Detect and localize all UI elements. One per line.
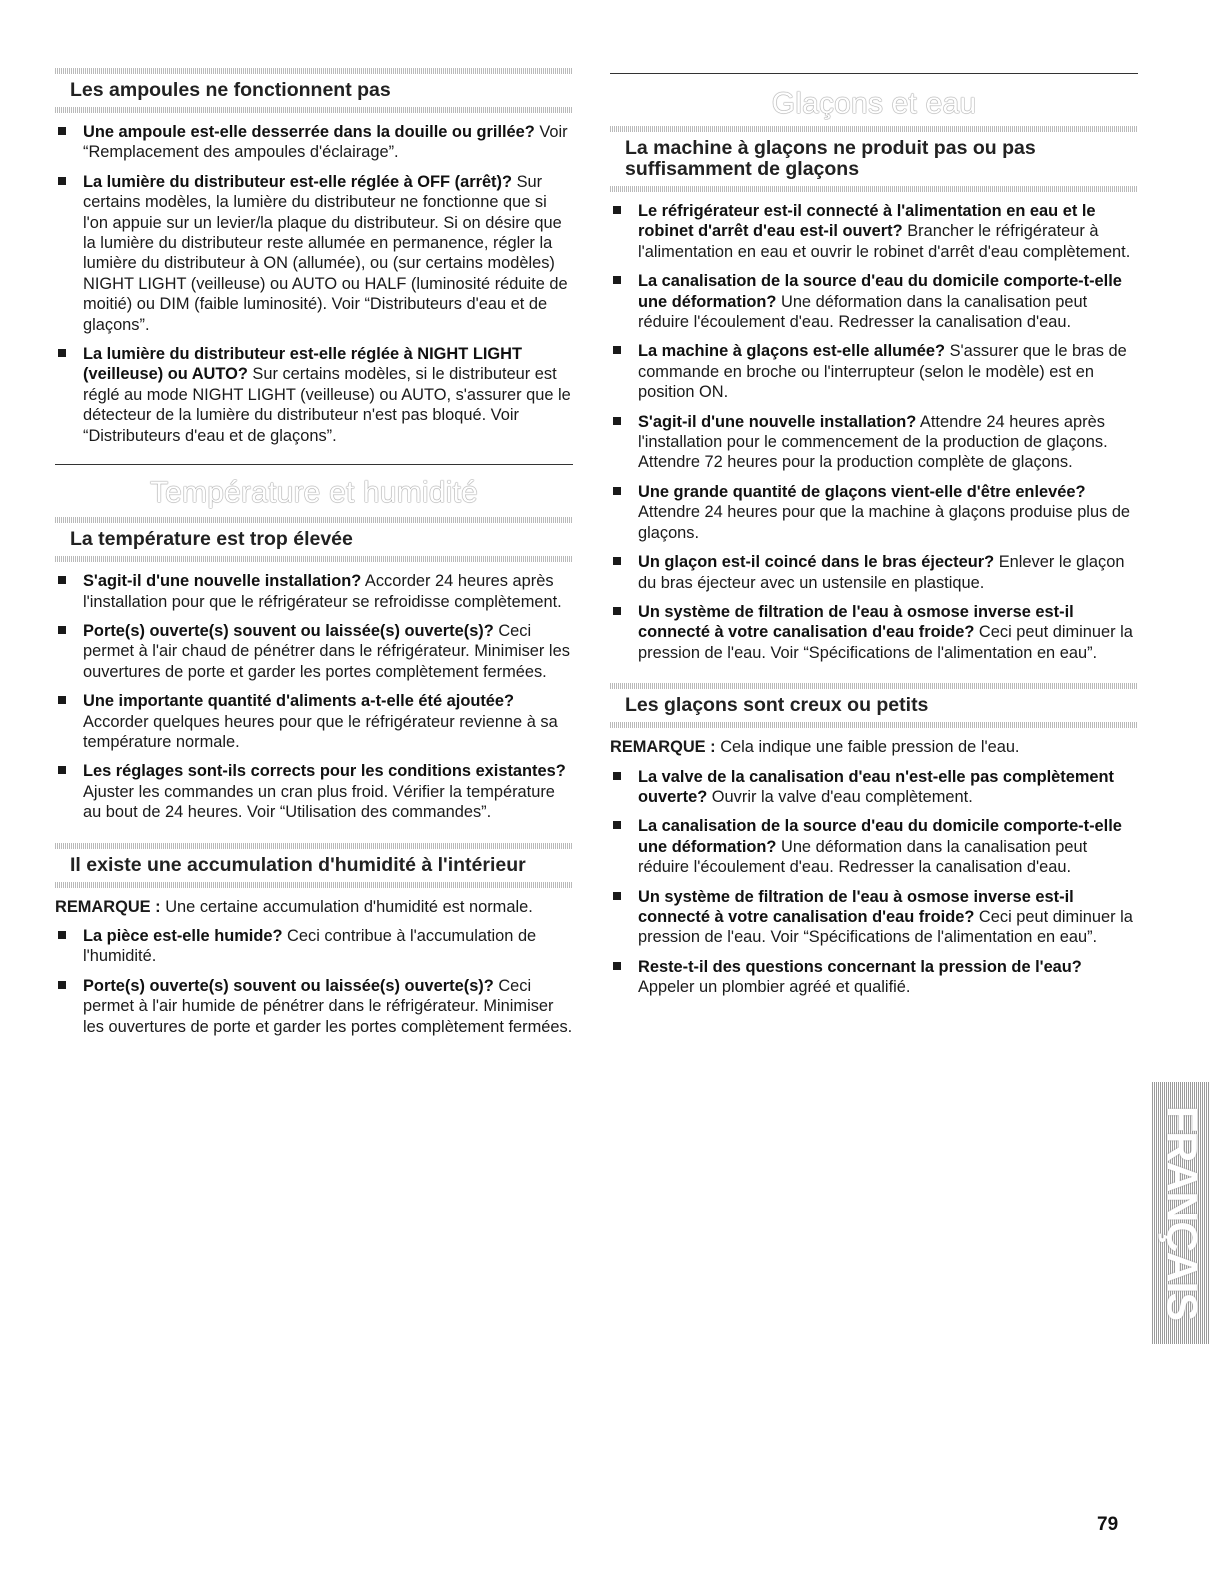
bullet-icon [613,346,621,354]
list-item [55,172,573,335]
left-column [55,68,573,1037]
item-answer: Ceci permet à l'air chaud de pénétrer dans le réfrigérateur. Minimiser les ouvertures de porte et garder les portes complètement fermées. [83,621,570,681]
list-item [610,816,1138,877]
item-answer: Enlever le glaçon du bras éjecteur avec un ustensile en plastique. [638,553,1125,592]
list-item [55,926,573,967]
item-question: S'agit-il d'une nouvelle installation? [638,412,917,431]
note [610,737,1138,757]
list-item [55,122,573,163]
list-item [610,341,1138,402]
note-label: REMARQUE : [55,897,161,916]
item-answer: Accorder quelques heures pour que le réfrigérateur revienne à sa température normale. [83,712,558,751]
item-answer: Attendre 24 heures après l'installation pour le commencement de la production de glaçons. Attendre 72 heures pour la production complète de glaçons. [638,412,1108,472]
page-number: 79 [1097,1514,1119,1535]
list-item [55,976,573,1037]
item-answer: Ceci contribue à l'accumulation de l'humidité. [83,926,537,966]
list-item [610,412,1138,473]
bullet-icon [613,557,621,565]
bullet-icon [613,417,621,425]
temperature-list [55,571,573,822]
language-side-tab [1152,1082,1210,1344]
bullet-icon [58,349,66,357]
item-question: Les réglages sont-ils corrects pour les conditions existantes? [83,762,566,781]
item-answer: Appeler un plombier agréé et qualifié. [638,978,911,997]
item-question: La machine à glaçons est-elle allumée? [638,342,945,361]
subheading-icemaker: La machine à glaçons ne produit pas ou pas suffisamment de glaçons [625,137,1036,180]
item-answer: Ceci permet à l'air humide de pénétrer dans le réfrigérateur. Minimiser les ouvertures de porte et garder les portes complètement fermées. [83,976,573,1036]
item-question: S'agit-il d'une nouvelle installation? [83,572,362,591]
list-item [610,602,1138,663]
list-item [610,201,1138,262]
item-answer: Attendre 24 heures pour que la machine à glaçons produise plus de glaçons. [638,503,1131,542]
item-answer: Brancher le réfrigérateur à l'alimentation en eau et ouvrir le robinet d'arrêt d'eau complètement. [638,222,1131,261]
hollow-ice-list [610,767,1138,998]
list-item [55,761,573,822]
note-text: Cela indique une faible pression de l'eau. [720,738,1020,757]
bullet-icon [613,206,621,214]
note-text: Une certaine accumulation d'humidité est normale. [165,897,533,916]
item-answer: Sur certains modèles, la lumière du distributeur ne fonctionne que si l'on appuie sur un levier/la plaque du distributeur. Si on désire que la lumière du distributeur reste allumée en permanence, régler la lumière du distributeur à ON (allumée), ou (sur certains modèles) NIGHT LIGHT (veilleuse) ou AUTO ou HALF (luminosité réduite de moitié) ou DIM (faible luminosité). Voir “Distributeurs d'eau et de glaçons”. [83,172,568,334]
section-title-rule [55,464,573,517]
list-item [55,691,573,752]
item-question: La canalisation de la source d'eau du domicile comporte-t-elle une déformation? [638,272,1122,311]
list-item [610,482,1138,543]
item-question: Porte(s) ouverte(s) souvent ou laissée(s) ouverte(s)? [83,976,494,995]
item-question: Une ampoule est-elle desserrée dans la douille ou grillée? [83,123,535,141]
item-answer: Ajuster les commandes un cran plus froid. Vérifier la température au bout de 24 heures. Voir “Utilisation des commandes”. [83,782,555,822]
bullet-icon [58,931,66,939]
section-rule [55,556,573,562]
bullet-icon [613,772,621,780]
bulbs-list [55,122,573,446]
bullet-icon [613,607,621,615]
bullet-icon [58,981,66,989]
item-question: Un glaçon est-il coincé dans le bras éjecteur? [638,553,995,572]
bullet-icon [613,487,621,495]
bullet-icon [58,626,66,634]
subheading-temperature: La température est trop élevée [70,528,353,551]
item-question: Reste-t-il des questions concernant la pression de l'eau? [638,957,1082,976]
item-answer: Une déformation dans la canalisation peut réduire l'écoulement d'eau. Redresser la canalisation d'eau. [638,292,1088,332]
item-question: Porte(s) ouverte(s) souvent ou laissée(s) ouverte(s)? [83,621,494,640]
item-answer: Une déformation dans la canalisation peut réduire l'écoulement d'eau. Redresser la canalisation d'eau. [638,837,1088,877]
bullet-icon [613,276,621,284]
list-item [610,271,1138,332]
note-label: REMARQUE : [610,738,716,757]
bullet-icon [613,892,621,900]
item-question: Une grande quantité de glaçons vient-elle d'être enlevée? [638,482,1086,501]
item-answer: Ceci peut diminuer la pression de l'eau. Voir “Spécifications de l'alimentation en eau”. [638,907,1133,947]
item-answer: Ouvrir la valve d'eau complètement. [711,787,973,806]
section-rule [55,107,573,113]
item-answer: Ceci peut diminuer la pression de l'eau. Voir “Spécifications de l'alimentation en eau”. [638,623,1133,662]
item-answer: S'assurer que le bras de commande en broche ou l'interrupteur (selon le modèle) est en position ON. [638,342,1127,402]
bullet-icon [58,177,66,185]
item-question: Le réfrigérateur est-il connecté à l'alimentation en eau et le robinet d'arrêt d'eau est-il ouvert? [638,202,1096,241]
item-question: La valve de la canalisation d'eau n'est-elle pas complètement ouverte? [638,767,1115,806]
section-title-ice: Glaçons et eau [771,87,977,120]
item-question: La lumière du distributeur est-elle réglée à OFF (arrêt)? [83,172,512,191]
item-question: La lumière du distributeur est-elle réglée à NIGHT LIGHT (veilleuse) ou AUTO? [83,345,522,384]
right-column [610,68,1138,998]
bullet-icon [58,127,66,135]
item-question: Un système de filtration de l'eau à osmose inverse est-il connecté à votre canalisation d'eau froide? [638,602,1074,642]
list-item [610,887,1138,948]
section-rule [610,722,1138,728]
note [55,897,573,917]
item-question: La pièce est-elle humide? [83,926,283,945]
subheading-bulbs: Les ampoules ne fonctionnent pas [70,79,391,101]
section-title-rule [610,73,1138,126]
section-rule [55,882,573,888]
item-question: Un système de filtration de l'eau à osmose inverse est-il connecté à votre canalisation d'eau froide? [638,887,1074,926]
icemaker-list [610,201,1138,663]
item-answer: Voir “Remplacement des ampoules d'éclairage”. [83,123,568,162]
item-question: La canalisation de la source d'eau du domicile comporte-t-elle une déformation? [638,817,1122,856]
bullet-icon [58,576,66,584]
list-item [610,552,1138,593]
humidity-list [55,926,573,1037]
bullet-icon [613,821,621,829]
language-tab-label: FRANÇAIS [1157,1105,1206,1321]
item-answer: Sur certains modèles, si le distributeur est réglé au mode NIGHT LIGHT (veilleuse) ou AUTO, s'assurer que le détecteur de la lumière du distributeur n'est pas bloqué. Voir “Distributeurs d'eau et de glaçons”. [83,365,571,445]
bullet-icon [613,962,621,970]
list-item [55,571,573,612]
section-rule [610,186,1138,192]
bullet-icon [58,766,66,774]
list-item [610,957,1138,998]
section-title-temperature: Température et humidité [149,476,479,510]
list-item [55,344,573,446]
item-answer: Accorder 24 heures après l'installation pour que le réfrigérateur se refroidisse complètement. [83,572,562,611]
bullet-icon [58,696,66,704]
list-item [55,621,573,682]
subheading-hollow-ice: Les glaçons sont creux ou petits [625,694,929,717]
list-item [610,767,1138,808]
item-question: Une importante quantité d'aliments a-t-elle été ajoutée? [83,692,515,711]
subheading-humidity: Il existe une accumulation d'humidité à l'intérieur [70,853,526,876]
